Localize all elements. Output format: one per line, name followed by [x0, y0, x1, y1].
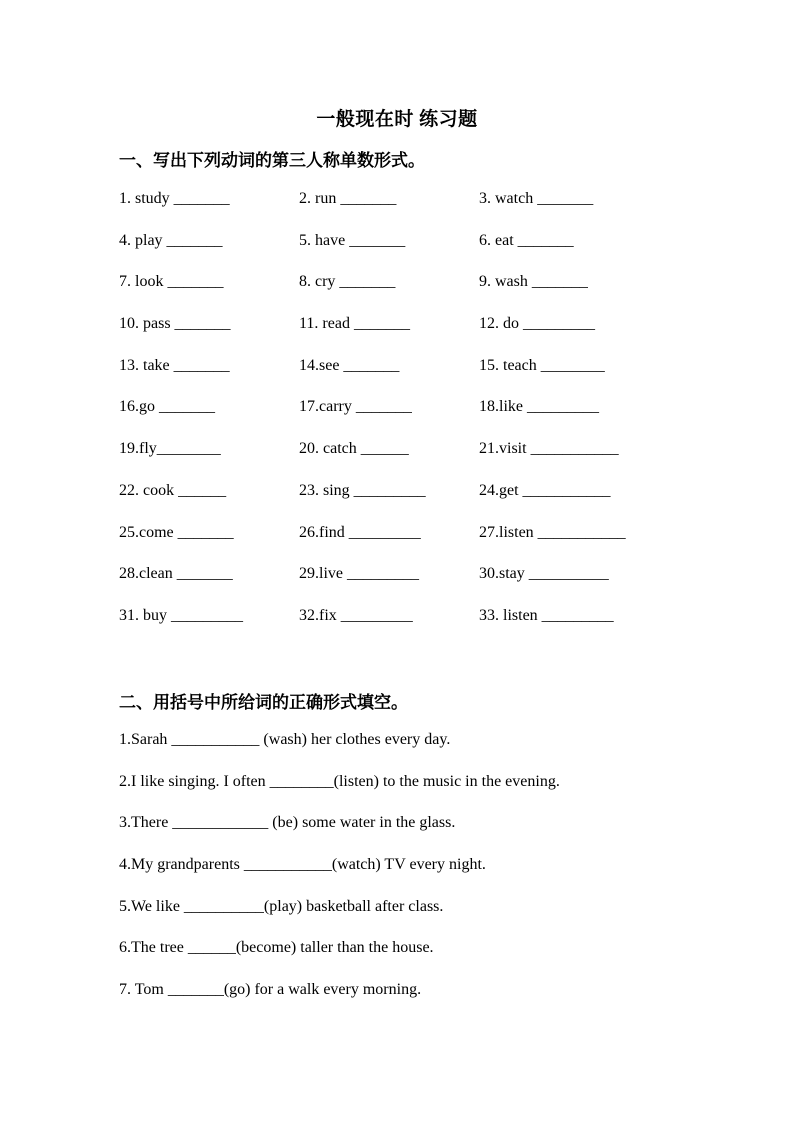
verb-item: 4. play _______	[119, 231, 223, 249]
sentence-item: 7. Tom _______(go) for a walk every morning.	[119, 981, 422, 999]
fill-in-sentences	[119, 731, 679, 1023]
section-1-heading: 一、写出下列动词的第三人称单数形式。	[119, 151, 425, 170]
sentence-item: 3.There ____________ (be) some water in the glass.	[119, 814, 456, 832]
verb-item: 33. listen _________	[479, 606, 614, 624]
verb-item: 25.come _______	[119, 523, 234, 541]
exercise-row	[119, 315, 679, 357]
verb-item: 29.live _________	[299, 565, 419, 583]
verb-item: 6. eat _______	[479, 231, 574, 249]
verb-item: 14.see _______	[299, 356, 400, 374]
verb-item: 17.carry _______	[299, 398, 412, 416]
exercise-row	[119, 190, 679, 232]
verb-item: 32.fix _________	[299, 606, 413, 624]
sentence-item: 6.The tree ______(become) taller than the house.	[119, 939, 434, 957]
sentence-item: 1.Sarah ___________ (wash) her clothes every day.	[119, 731, 451, 748]
verb-item: 11. read _______	[299, 315, 410, 333]
section-2-heading: 二、用括号中所给词的正确形式填空。	[119, 693, 408, 712]
exercise-row	[119, 524, 679, 566]
exercise-row	[119, 440, 679, 482]
verb-item: 12. do _________	[479, 315, 595, 333]
exercise-row	[119, 232, 679, 274]
verb-item: 21.visit ___________	[479, 440, 619, 458]
verb-item: 2. run _______	[299, 190, 397, 207]
verb-item: 18.like _________	[479, 398, 599, 416]
exercise-row	[119, 607, 679, 649]
verb-item: 30.stay __________	[479, 565, 609, 583]
verb-item: 22. cook ______	[119, 481, 227, 499]
verb-exercise-grid	[119, 190, 679, 649]
sentence-item: 4.My grandparents ___________(watch) TV every night.	[119, 856, 486, 874]
verb-item: 27.listen ___________	[479, 523, 626, 541]
page-title: 一般现在时 练习题	[316, 109, 478, 130]
sentence-item: 5.We like __________(play) basketball after class.	[119, 897, 444, 915]
verb-item: 3. watch _______	[479, 190, 594, 207]
verb-item: 19.fly________	[119, 440, 221, 458]
verb-item: 28.clean _______	[119, 565, 233, 583]
verb-item: 15. teach ________	[479, 356, 605, 374]
verb-item: 7. look _______	[119, 273, 224, 291]
exercise-row	[119, 565, 679, 607]
exercise-row	[119, 398, 679, 440]
verb-item: 23. sing _________	[299, 481, 426, 499]
verb-item: 24.get ___________	[479, 481, 611, 499]
sentence-item: 2.I like singing. I often ________(listen) to the music in the evening.	[119, 772, 560, 790]
exercise-row	[119, 357, 679, 399]
exercise-row	[119, 273, 679, 315]
verb-item: 1. study _______	[119, 190, 230, 207]
verb-item: 13. take _______	[119, 356, 230, 374]
verb-item: 26.find _________	[299, 523, 421, 541]
verb-item: 9. wash _______	[479, 273, 588, 291]
verb-item: 31. buy _________	[119, 606, 243, 624]
exercise-row	[119, 482, 679, 524]
verb-item: 8. cry _______	[299, 273, 396, 291]
verb-item: 20. catch ______	[299, 440, 409, 458]
verb-item: 16.go _______	[119, 398, 215, 416]
verb-item: 10. pass _______	[119, 315, 231, 333]
verb-item: 5. have _______	[299, 231, 406, 249]
